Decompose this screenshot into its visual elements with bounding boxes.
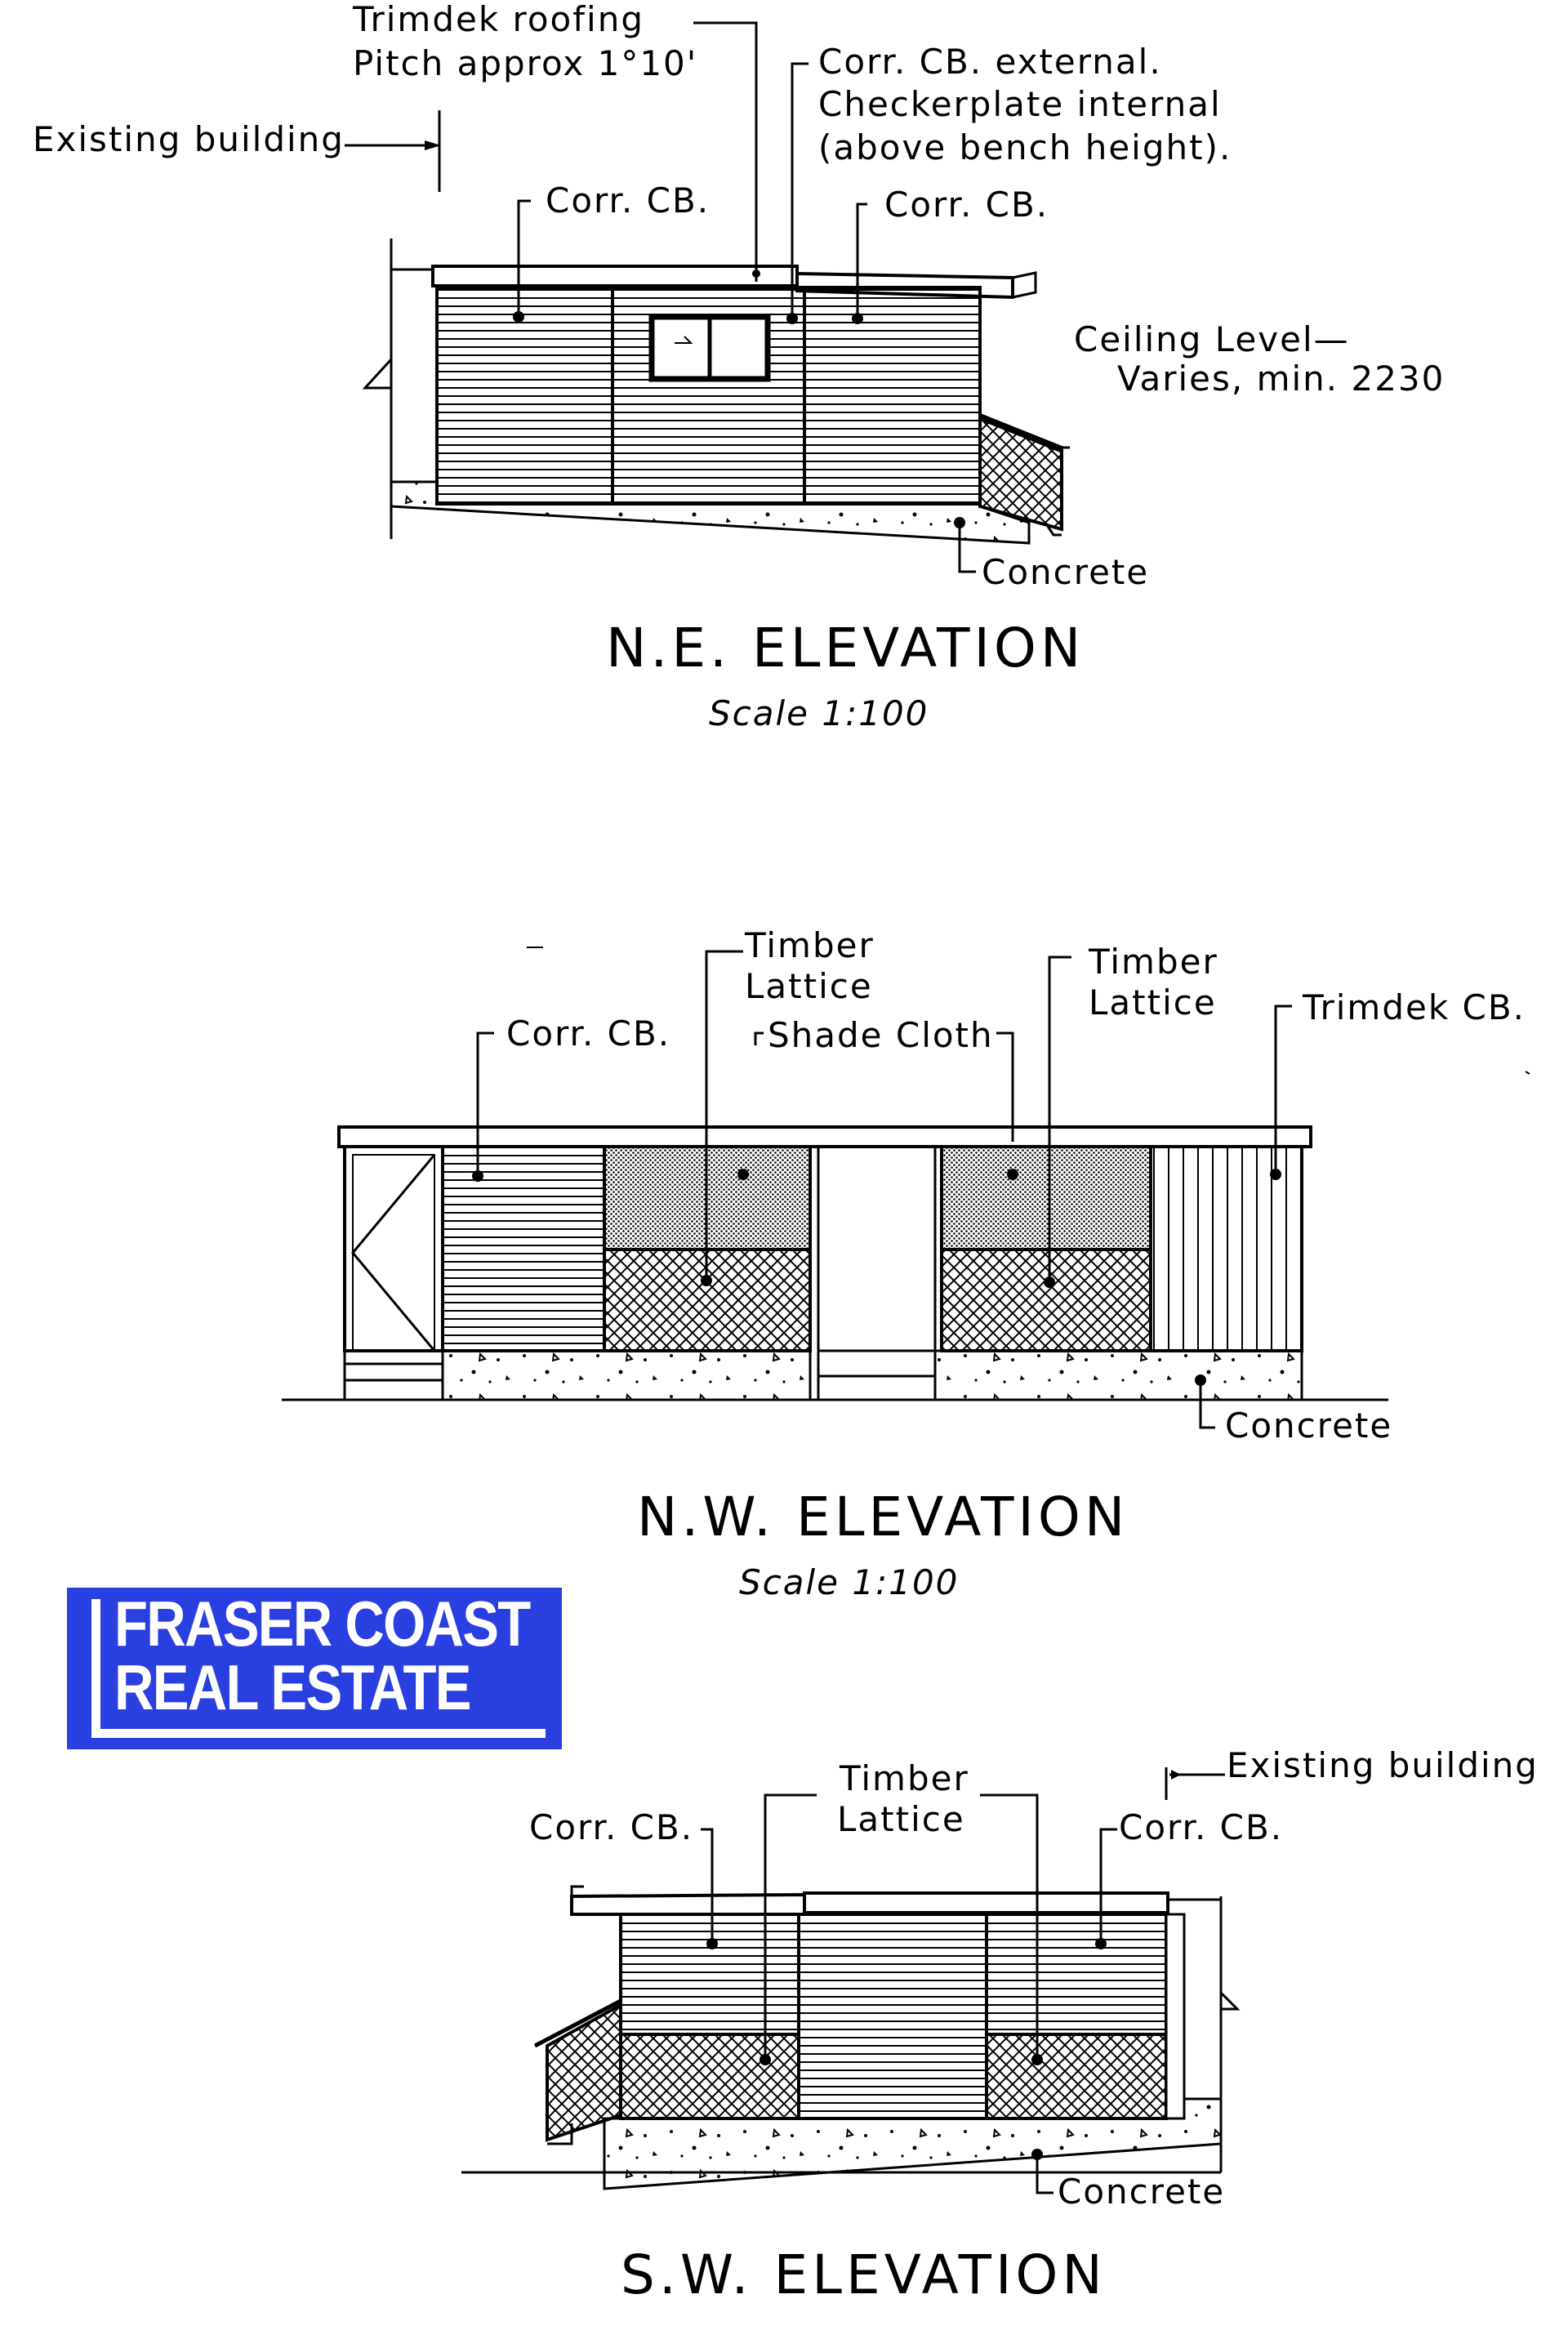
ne-label-corr-ext-2: Checkerplate internal [818, 84, 1222, 124]
ne-panel-left [437, 287, 612, 504]
logo-line-1: FRASER COAST [114, 1588, 530, 1660]
logo-bar-vertical [91, 1599, 100, 1738]
logo-bar-horizontal [91, 1729, 546, 1738]
sw-label-timber-2: Lattice [837, 1799, 965, 1839]
sw-label-corr-right: Corr. CB. [1119, 1807, 1284, 1847]
logo-line-2: REAL ESTATE [114, 1651, 470, 1723]
nw-label-timber-2: Lattice [745, 966, 873, 1006]
nw-label-corr: Corr. CB. [506, 1014, 671, 1054]
nw-shade-cloth-right [942, 1147, 1151, 1250]
ne-label-concrete: Concrete [982, 552, 1150, 592]
sw-panel-middle [799, 1914, 987, 2118]
ne-elevation [33, 0, 1445, 733]
ne-label-ceiling-2: Varies, min. 2230 [1117, 359, 1446, 399]
sw-roof-right [804, 1893, 1168, 1913]
ne-label-existing: Existing building [33, 119, 345, 159]
nw-label-timber-1: Timber [745, 925, 875, 965]
sw-title: S.W. ELEVATION [621, 2243, 1107, 2306]
ne-label-roof-2: Pitch approx 1°10' [353, 43, 698, 83]
sw-lattice-right [987, 2034, 1166, 2118]
nw-roof [339, 1127, 1311, 1147]
ne-label-corr-right: Corr. CB. [884, 185, 1049, 225]
ne-roof-left [433, 266, 797, 286]
ne-title: N.E. ELEVATION [606, 617, 1085, 679]
nw-corr-panel [443, 1147, 604, 1351]
nw-label-shade: Shade Cloth [768, 1015, 994, 1055]
ne-label-corr-ext-3: (above bench height). [818, 127, 1232, 167]
ne-label-ceiling-1: Ceiling Level— [1074, 319, 1350, 359]
sw-label-concrete: Concrete [1058, 2172, 1226, 2212]
sw-label-existing: Existing building [1227, 1745, 1539, 1785]
ne-break-symbol [365, 359, 391, 417]
sw-label-timber-1: Timber [840, 1758, 969, 1798]
sw-lattice-left [621, 2034, 799, 2118]
nw-label-timber-right-1: Timber [1089, 942, 1218, 982]
nw-title: N.W. ELEVATION [637, 1486, 1129, 1548]
ne-scale: Scale 1:100 [709, 693, 929, 733]
sw-label-corr-left: Corr. CB. [529, 1807, 694, 1847]
nw-scale: Scale 1:100 [739, 1562, 960, 1602]
sw-roof-left [572, 1895, 804, 1914]
sw-elevation [461, 1745, 1539, 2306]
nw-lattice-right [942, 1250, 1151, 1351]
sw-break-symbol [1221, 1993, 1237, 2025]
ne-label-corr-left: Corr. CB. [546, 180, 710, 221]
nw-label-concrete: Concrete [1225, 1406, 1393, 1446]
nw-door [345, 1147, 443, 1351]
nw-concrete-left [443, 1351, 810, 1400]
nw-elevation [282, 925, 1526, 1602]
sw-panel-right-upper [987, 1914, 1166, 2034]
nw-concrete-right [935, 1351, 1302, 1400]
fraser-coast-logo [67, 1588, 562, 1749]
ne-label-corr-ext-1: Corr. CB. external. [818, 42, 1162, 82]
nw-label-timber-right-2: Lattice [1089, 982, 1217, 1022]
ne-label-roof-1: Trimdek roofing [353, 0, 644, 39]
nw-label-trimdek: Trimdek CB. [1303, 987, 1526, 1027]
ne-panel-right [804, 287, 980, 504]
sw-panel-left-upper [621, 1914, 799, 2034]
